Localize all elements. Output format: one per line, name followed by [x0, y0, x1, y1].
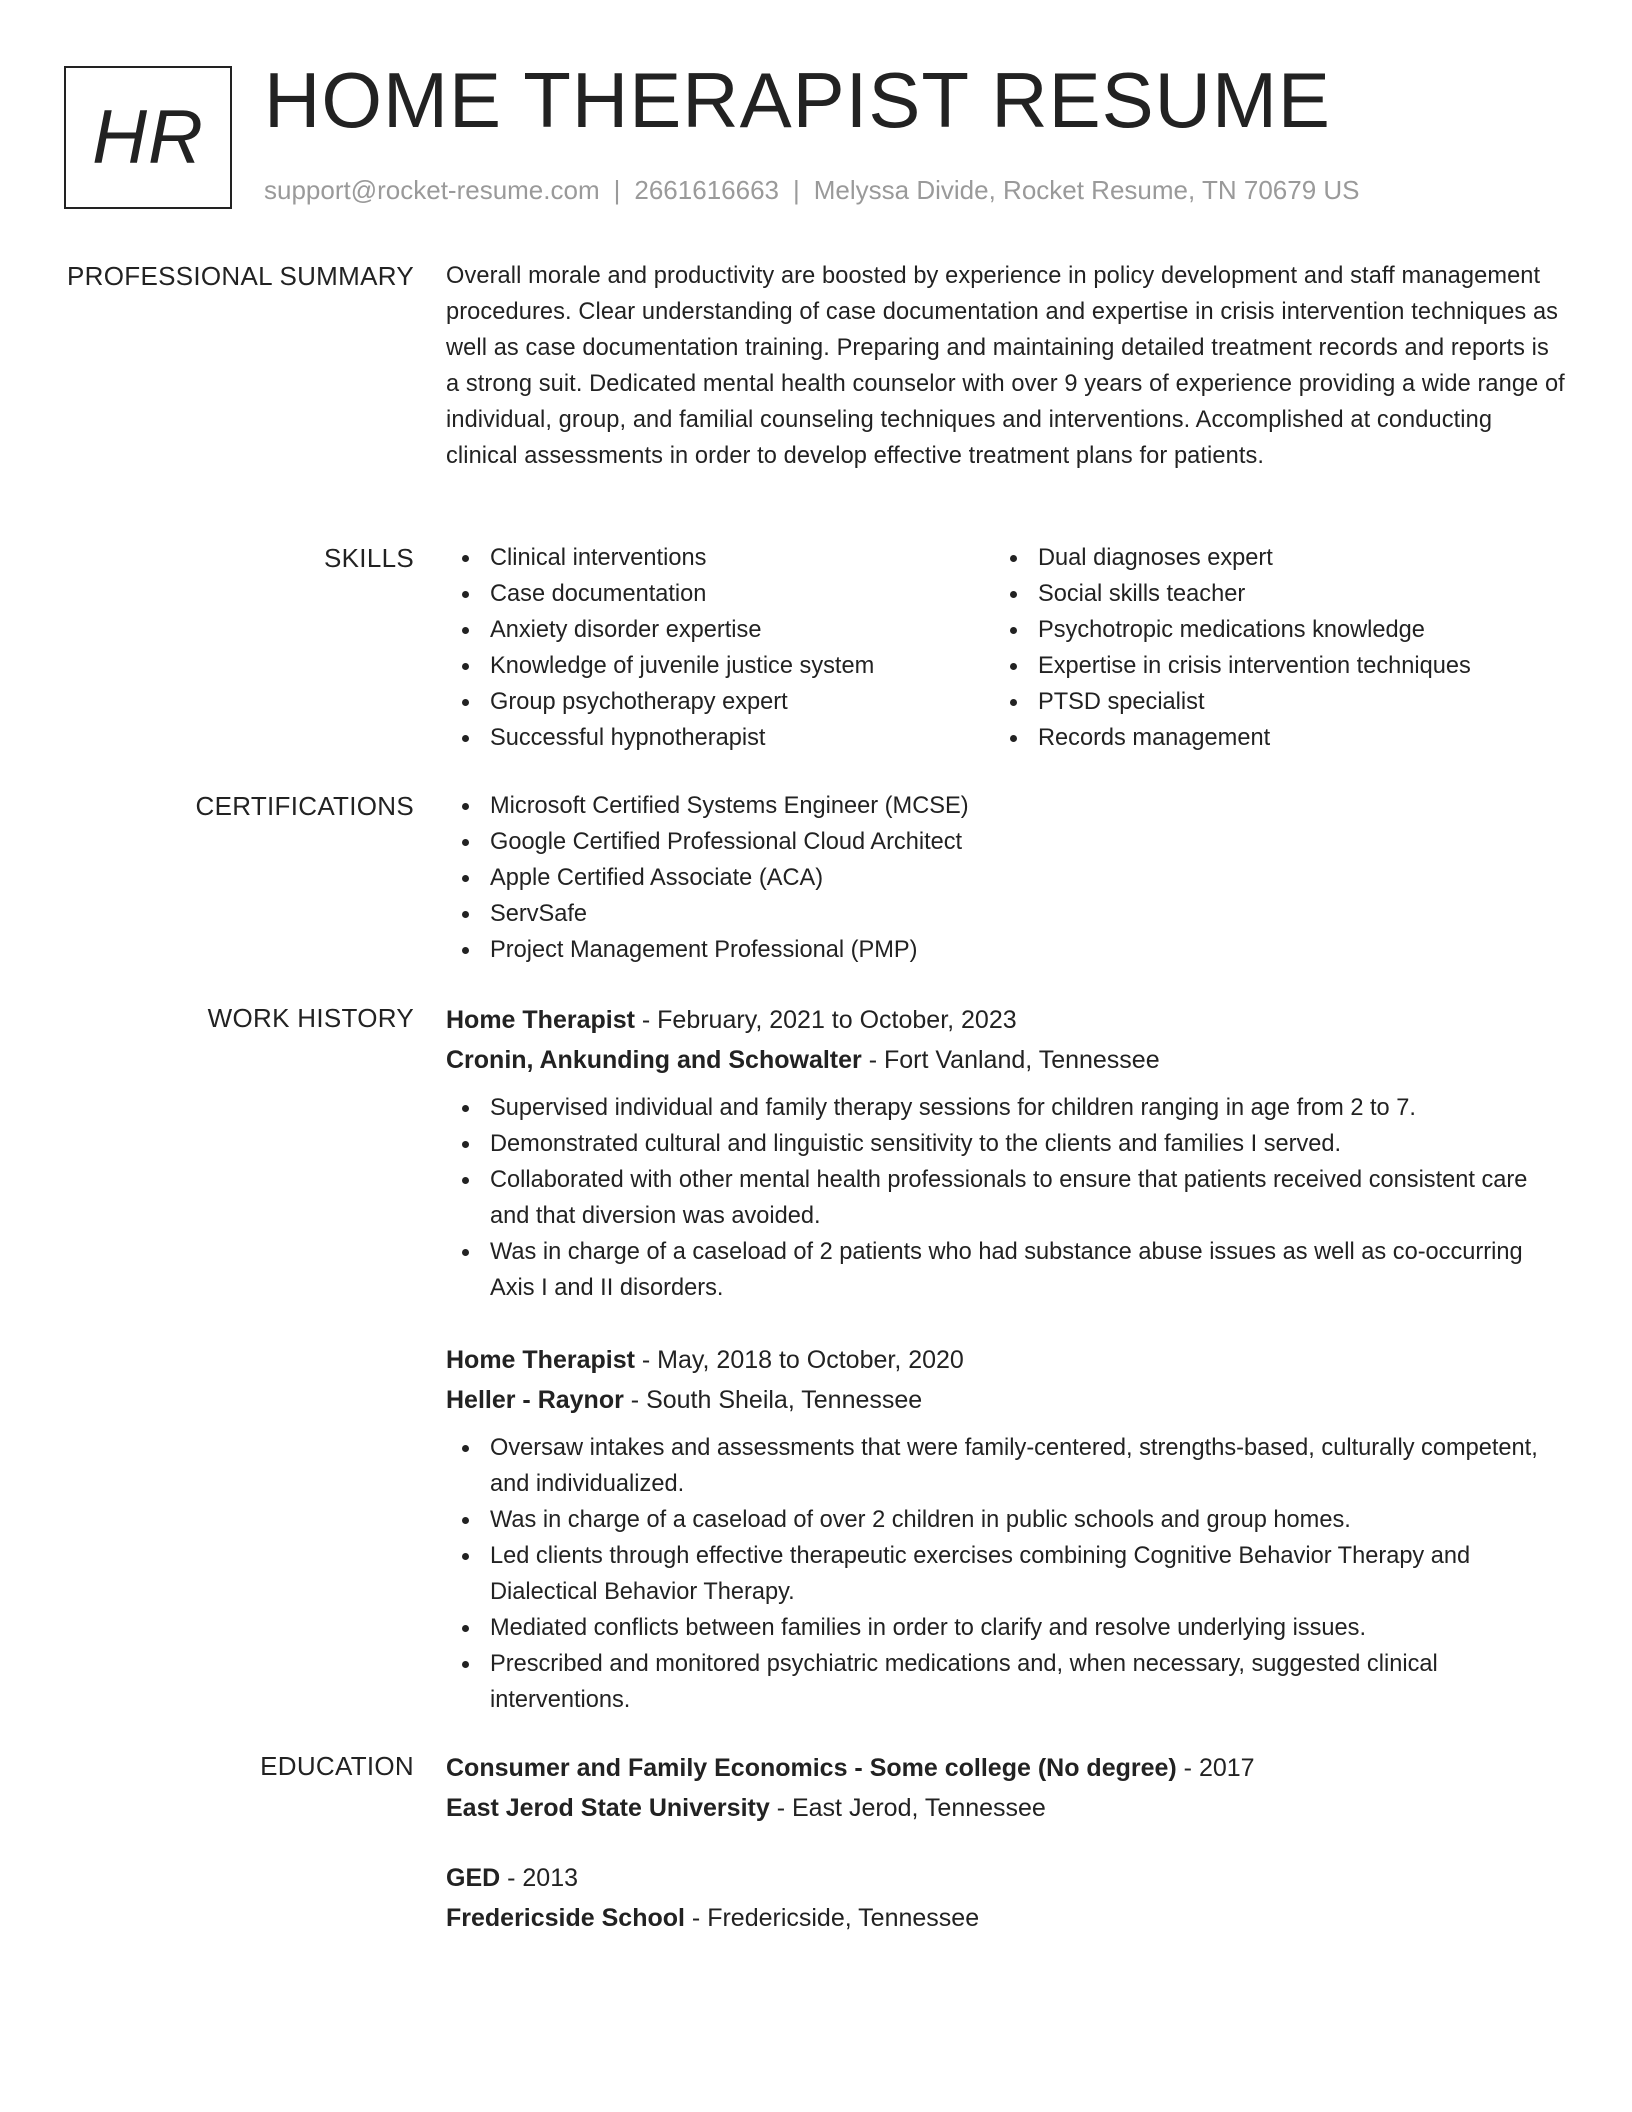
resume-title: HOME THERAPIST RESUME — [264, 56, 1331, 144]
summary-text: Overall morale and productivity are boosted by experience in policy development and staff management procedures. Clear understanding of case documentation and expertise in crisis intervention techniques as well as case documentation training. Preparing and maintaining detailed treatment records and reports is a strong suit. Dedicated mental health counselor with over 9 years of experience providing a wide range of individual, group, and familial counseling techniques and interventions. Accomplished at conducting clinical assessments in order to develop effective treatment plans for patients. — [446, 263, 1565, 469]
job-location: Fort Vanland, Tennessee — [883, 1046, 1160, 1074]
degree-year: 2017 — [1198, 1754, 1255, 1782]
section-label: SKILLS — [324, 543, 414, 573]
section-label: WORK HISTORY — [207, 1003, 414, 1033]
degree-line: GED - 2013 — [446, 1864, 579, 1892]
job-dates: May, 2018 to October, 2020 — [657, 1346, 964, 1374]
school-location: Fredericside, Tennessee — [707, 1904, 980, 1932]
monogram-logo — [64, 66, 232, 209]
section-label: PROFESSIONAL SUMMARY — [67, 261, 414, 291]
job-title-line: Home Therapist - May, 2018 to October, 2020 — [446, 1346, 964, 1374]
list-item: ServSafe — [446, 896, 1566, 932]
education-entry — [446, 1748, 1566, 1828]
list-item: Apple Certified Associate (ACA) — [446, 860, 1566, 896]
work-history-body — [446, 1000, 1566, 1306]
list-item: Was in charge of a caseload of 2 patients who had substance abuse issues as well as co-occurring Axis I and II disorders. — [446, 1234, 1566, 1306]
list-item: Dual diagnoses expert — [994, 540, 1542, 576]
job-entry — [446, 1340, 1566, 1718]
education-entry — [446, 1858, 1566, 1938]
contact-line — [264, 174, 1360, 208]
job-title: Home Therapist — [446, 1006, 635, 1034]
work-history-body — [446, 1340, 1566, 1718]
degree: GED — [446, 1864, 501, 1892]
list-item: Clinical interventions — [446, 540, 994, 576]
list-item: Was in charge of a caseload of over 2 children in public schools and group homes. — [446, 1502, 1566, 1538]
contact-separator: | — [613, 175, 621, 205]
job-company-line: Cronin, Ankunding and Schowalter - Fort Vanland, Tennessee — [446, 1046, 1160, 1074]
list-item: Demonstrated cultural and linguistic sensitivity to the clients and families I served. — [446, 1126, 1566, 1162]
school: East Jerod State University — [446, 1794, 770, 1822]
list-item: Project Management Professional (PMP) — [446, 932, 1566, 968]
school-line: Fredericside School - Fredericside, Tennessee — [446, 1904, 980, 1932]
list-item: Led clients through effective therapeutic exercises combining Cognitive Behavior Therapy and Dialectical Behavior Therapy. — [446, 1538, 1566, 1610]
list-item: Prescribed and monitored psychiatric medications and, when necessary, suggested clinical interventions. — [446, 1646, 1566, 1718]
contact-separator: | — [793, 175, 800, 205]
contact-address: Melyssa Divide, Rocket Resume, TN 70679 US — [813, 175, 1360, 205]
list-item: Group psychotherapy expert — [446, 684, 994, 720]
skills-list-right — [994, 540, 1542, 756]
skills-list-left — [446, 540, 994, 756]
job-company-line: Heller - Raynor - South Sheila, Tennessee — [446, 1386, 923, 1414]
skills-grid — [446, 540, 1566, 756]
list-item: Knowledge of juvenile justice system — [446, 648, 994, 684]
list-item: Case documentation — [446, 576, 994, 612]
list-item: Successful hypnotherapist — [446, 720, 994, 756]
job-duties-list — [446, 1090, 1566, 1306]
list-item: Collaborated with other mental health professionals to ensure that patients received consistent care and that diversion was avoided. — [446, 1162, 1566, 1234]
list-item: PTSD specialist — [994, 684, 1542, 720]
list-item: Psychotropic medications knowledge — [994, 612, 1542, 648]
list-item: Records management — [994, 720, 1542, 756]
education-body — [446, 1748, 1566, 1938]
school-line: East Jerod State University - East Jerod, Tennessee — [446, 1794, 1046, 1822]
list-item: Microsoft Certified Systems Engineer (MCSE) — [446, 788, 1566, 824]
job-duties-list — [446, 1430, 1566, 1718]
list-item: Google Certified Professional Cloud Architect — [446, 824, 1566, 860]
certifications-list — [446, 788, 1566, 968]
job-location: South Sheila, Tennessee — [646, 1386, 923, 1414]
job-entry — [446, 1000, 1566, 1306]
job-title: Home Therapist — [446, 1346, 635, 1374]
list-item: Social skills teacher — [994, 576, 1542, 612]
list-item: Mediated conflicts between families in order to clarify and resolve underlying issues. — [446, 1610, 1566, 1646]
monogram-initials: HR — [92, 94, 204, 180]
job-dates: February, 2021 to October, 2023 — [657, 1006, 1017, 1034]
degree-year: 2013 — [522, 1864, 579, 1892]
list-item: Oversaw intakes and assessments that were family-centered, strengths-based, culturally competent, and individualized. — [446, 1430, 1566, 1502]
list-item: Expertise in crisis intervention techniques — [994, 648, 1542, 684]
school: Fredericside School — [446, 1904, 685, 1932]
job-company: Cronin, Ankunding and Schowalter — [446, 1046, 862, 1074]
job-title-line: Home Therapist - February, 2021 to October, 2023 — [446, 1006, 1017, 1034]
certifications-body — [446, 788, 1566, 968]
list-item: Supervised individual and family therapy sessions for children ranging in age from 2 to 7. — [446, 1090, 1566, 1126]
contact-phone[interactable]: 2661616663 — [634, 175, 779, 205]
contact-email[interactable]: support@rocket-resume.com — [264, 175, 600, 205]
list-item: Anxiety disorder expertise — [446, 612, 994, 648]
section-label: EDUCATION — [260, 1751, 414, 1781]
degree: Consumer and Family Economics - Some college (No degree) — [446, 1754, 1177, 1782]
school-location: East Jerod, Tennessee — [791, 1794, 1046, 1822]
job-company: Heller - Raynor — [446, 1386, 624, 1414]
section-label: CERTIFICATIONS — [195, 791, 414, 821]
degree-line: Consumer and Family Economics - Some college (No degree) - 2017 — [446, 1754, 1255, 1782]
